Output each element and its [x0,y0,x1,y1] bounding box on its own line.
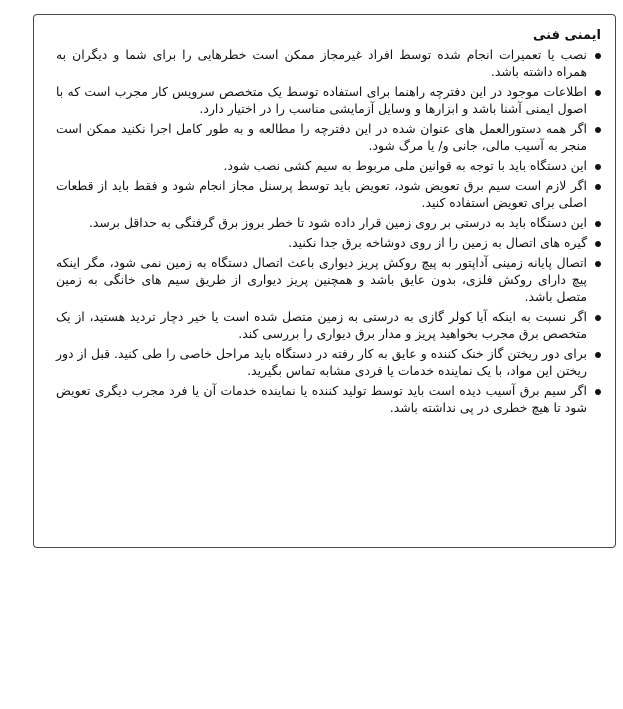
bullet-icon [595,90,601,96]
list-item [56,120,601,154]
list-item [56,177,601,211]
list-item [56,382,601,416]
list-item [56,345,601,379]
bullet-icon [595,389,601,395]
technical-safety-panel [33,14,616,548]
bullet-icon [595,127,601,133]
section-title: ایمنی فنی [532,28,601,43]
bullet-icon [595,261,601,267]
list-item-text: برای دور ریختن گاز خنک کننده و عایق به کار رفته در دستگاه باید مراحل خاصی را طی کنید. قبل از دور ریختن این مواد، با یک نماینده خدمات یا فردی مشابه تماس بگیرید. [56,346,587,378]
bullet-icon [595,184,601,190]
list-item [56,254,601,305]
list-item [56,157,601,174]
list-item-text: اگر لازم است سیم برق تعویض شود، تعویض باید توسط پرسنل مجاز انجام شود و فقط باید از قطعات اصلی برای تعویض استفاده کنید. [56,178,587,210]
list-item [56,214,601,231]
bullet-icon [595,352,601,358]
safety-list [56,46,601,416]
list-item [56,308,601,342]
bullet-icon [595,315,601,321]
list-item [56,83,601,117]
list-item-text: اطلاعات موجود در این دفترچه راهنما برای استفاده توسط یک متخصص سرویس کار مجرب است که با اصول ایمنی آشنا باشد و ابزارها و وسایل آزمایشی مناسب را در اختیار دارد. [56,84,587,116]
list-item-text: اگر سیم برق آسیب دیده است باید توسط تولید کننده یا نماینده خدمات آن یا فرد مجرب دیگری تعویض شود تا هیچ خطری در پی نداشته باشد. [56,383,587,415]
bullet-icon [595,164,601,170]
list-item [56,46,601,80]
list-item [56,234,601,251]
list-item-text: گیره های اتصال به زمین را از روی دوشاخه برق جدا نکنید. [288,235,587,250]
list-item-text: نصب یا تعمیرات انجام شده توسط افراد غیرمجاز ممکن است خطرهایی را برای شما و دیگران به همراه داشته باشد. [56,47,587,79]
bullet-icon [595,241,601,247]
list-item-text: این دستگاه باید با توجه به قوانین ملی مربوط به سیم کشی نصب شود. [223,158,587,173]
list-item-text: این دستگاه باید به درستی بر روی زمین قرار داده شود تا خطر بروز برق گرفتگی به حداقل برسد. [88,215,587,230]
list-item-text: اگر نسبت به اینکه آیا کولر گازی به درستی به زمین متصل شده است یا خیر دچار تردید هستید، از یک متخصص برق مجرب بخواهید پریز و مدار برق دیواری را بررسی کند. [56,309,587,341]
bullet-icon [595,221,601,227]
list-item-text: اتصال پایانه زمینی آداپتور به پیچ روکش پریز دیواری باعث اتصال دستگاه به زمین نمی شود، مگر اینکه پیچ دارای روکش فلزی، بدون عایق باشد و همچنین پریز دیواری از طریق سیم های خانگی به زمین متصل باشد. [56,255,587,304]
list-item-text: اگر همه دستورالعمل های عنوان شده در این دفترچه را مطالعه و به طور کامل اجرا نکنید ممکن است منجر به آسیب مالی، جانی و/ یا مرگ شود. [56,121,587,153]
bullet-icon [595,53,601,59]
